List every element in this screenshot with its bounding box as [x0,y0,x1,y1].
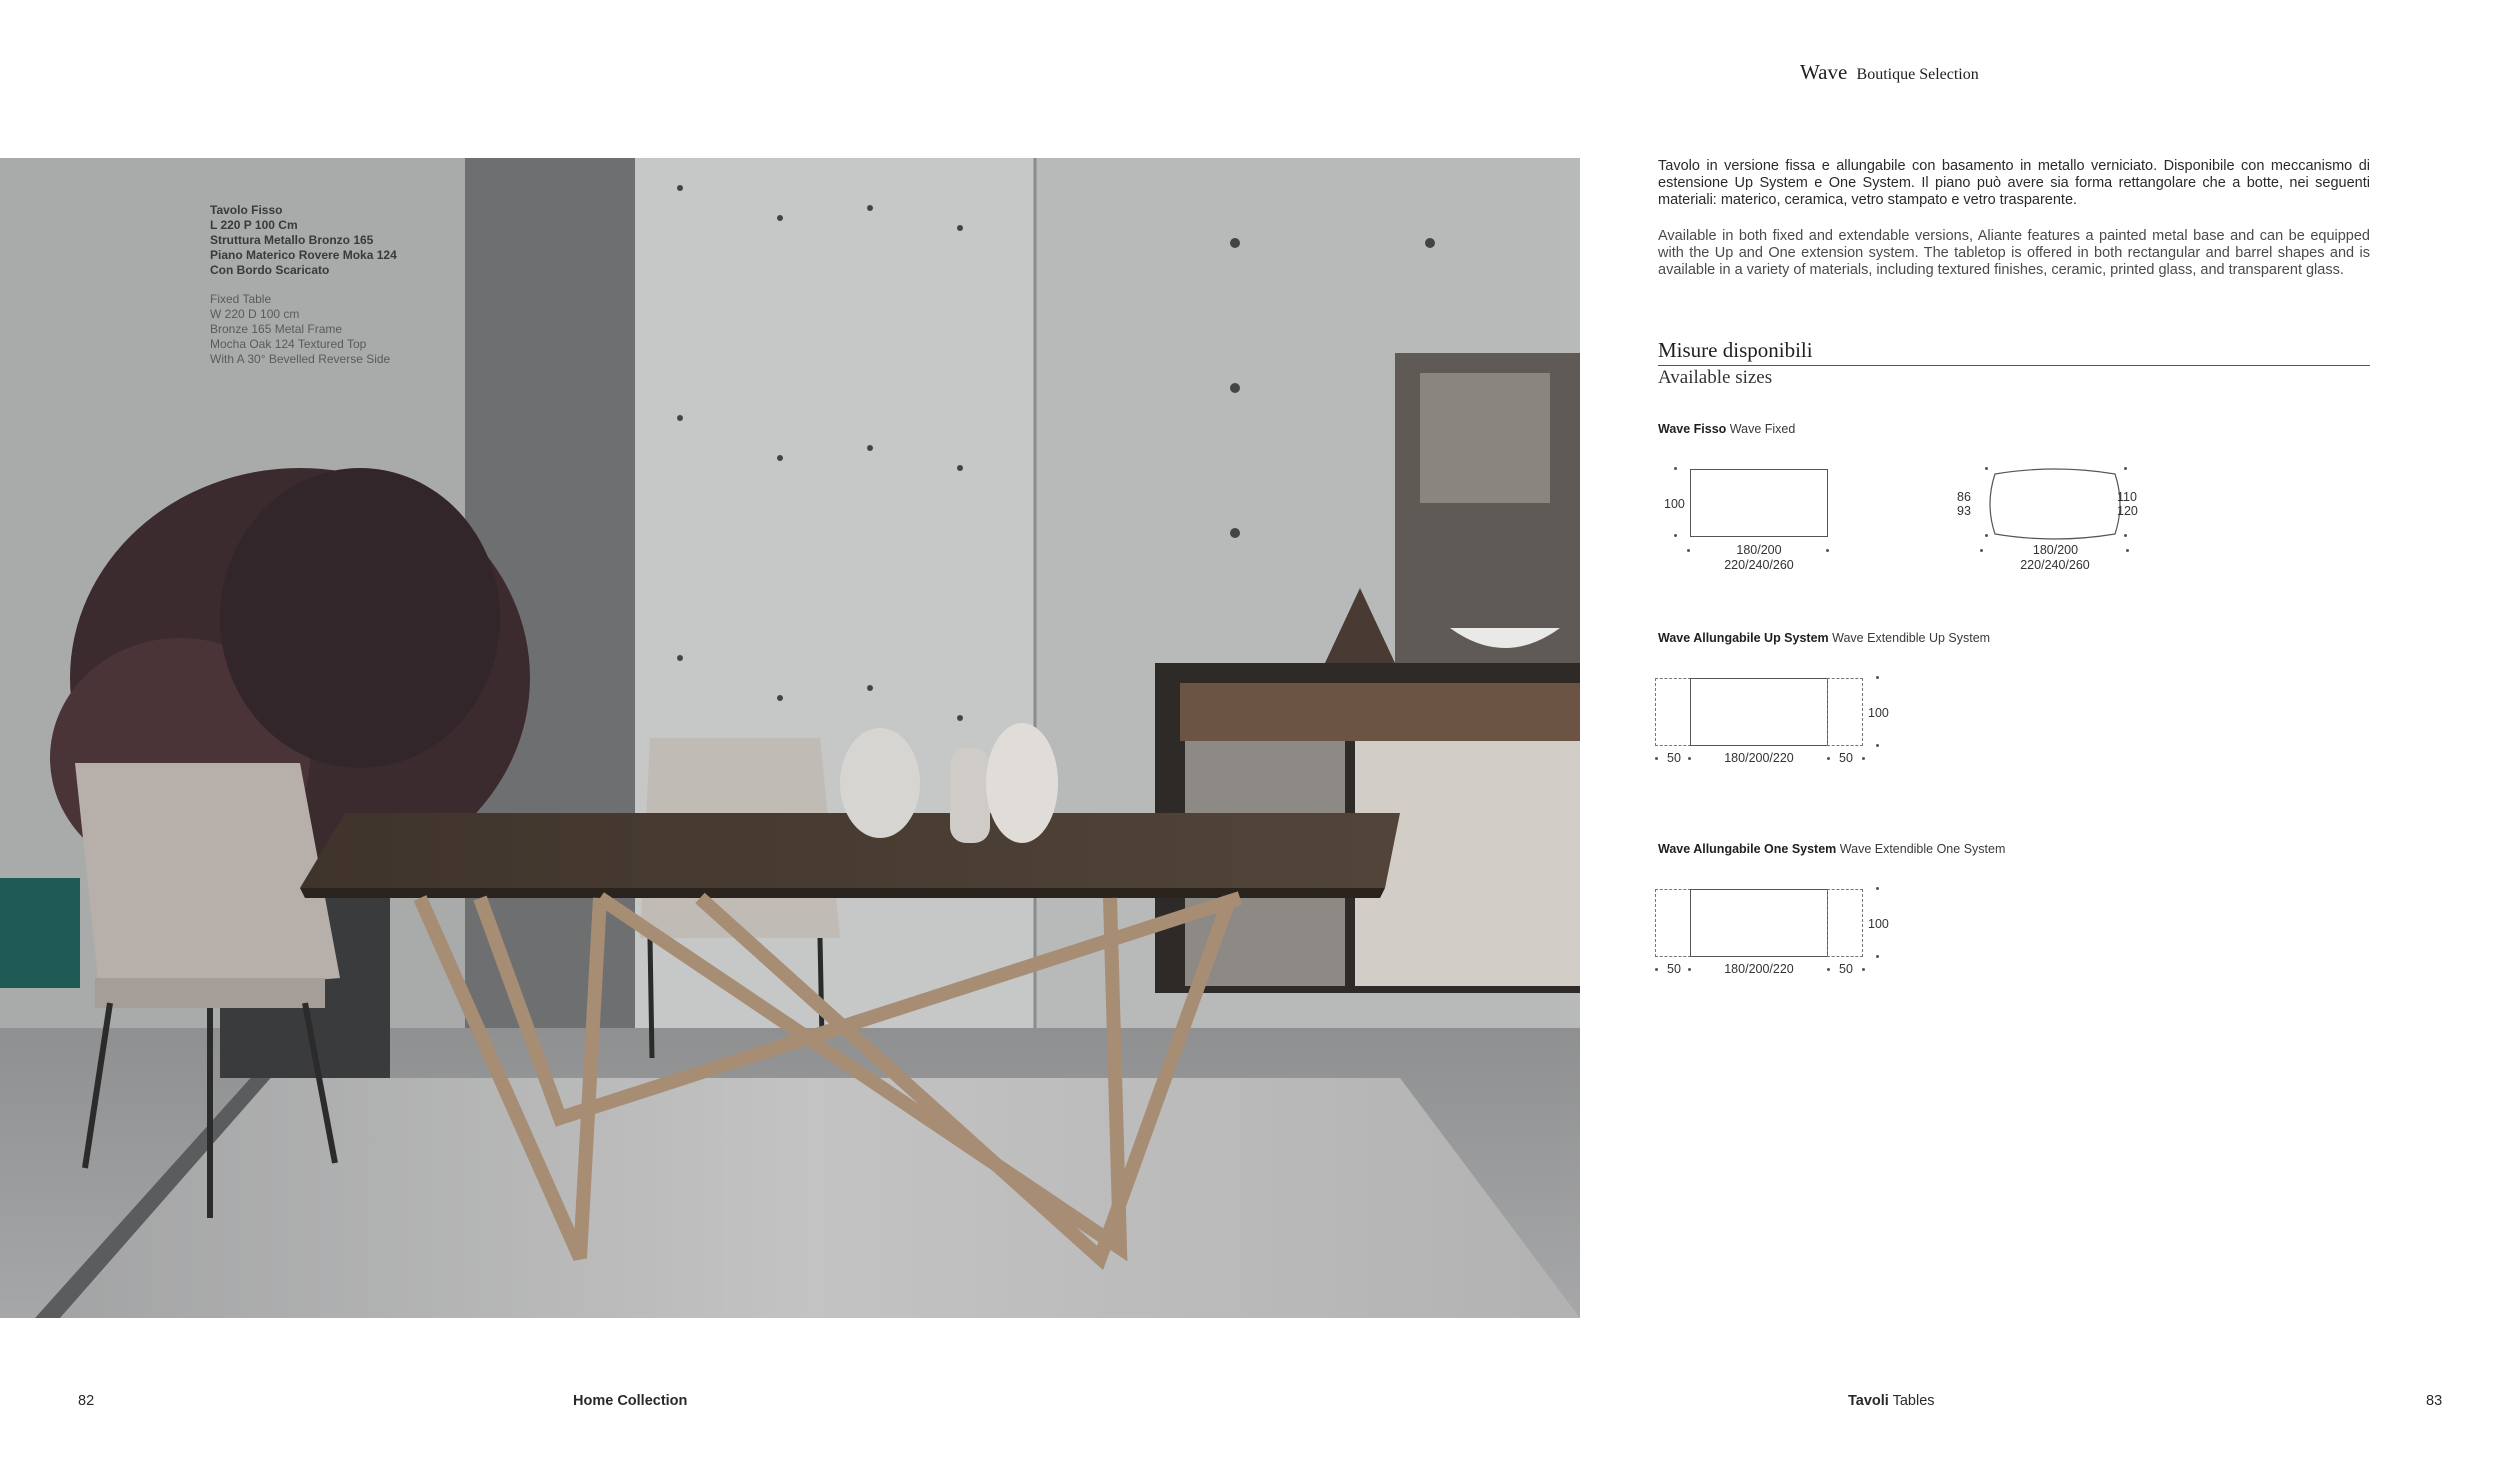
dim-tick [1876,676,1879,679]
up-ext-left [1655,678,1691,746]
one-width: 180/200/220 [1724,962,1794,976]
page-number-left: 82 [78,1393,95,1409]
dim-tick [1876,887,1879,890]
one-ext-right-value: 50 [1839,962,1853,976]
one-ext-left [1655,889,1691,957]
caption-it-line-4: Piano Materico Rovere Moka 124 [210,248,397,262]
fixed-rect-depth: 100 [1664,497,1685,511]
one-system-label [1658,842,2005,856]
caption-it-line-5: Con Bordo Scaricato [210,263,330,277]
product-photo [0,158,1580,1318]
dim-tick [1876,955,1879,958]
fixed-barrel-diagram [1975,466,2135,542]
sizes-heading-it: Misure disponibili [1658,338,1813,362]
description-italian: Tavolo in versione fissa e allungabile con basamento in metallo verniciato. Disponibile con meccanismo di estensione Up System e One System. Il piano può avere sia forma rettangolare che a botte, nei seguenti materiali: materico, ceramica, vetro stampato e vetro trasparente. [1658,158,2370,208]
caption-en-line-5: With A 30° Bevelled Reverse Side [210,352,391,366]
fixed-label-it: Wave Fisso [1658,422,1727,436]
up-system-label [1658,631,1990,645]
dim-tick [1827,757,1830,760]
footer-collection [573,1393,687,1409]
caption-it-line-3: Struttura Metallo Bronzo 165 [210,233,374,247]
barrel-width-2: 220/240/260 [2020,558,2090,572]
fixed-label-en: Wave Fixed [1729,422,1796,436]
barrel-left-depth-1: 86 [1957,490,1971,504]
collection-name: Home Collection [573,1393,688,1409]
dim-tick [1674,534,1677,537]
one-system-label-en: Wave Extendible One System [1839,842,2006,856]
caption-en-line-3: Bronze 165 Metal Frame [210,322,343,336]
barrel-right-depth-1: 110 [2117,490,2137,504]
one-ext-right [1827,889,1863,957]
dim-tick [1655,757,1658,760]
section-name-it: Tavoli [1848,1393,1889,1409]
dim-tick [1674,467,1677,470]
caption-en-line-1: Fixed Table [210,292,272,306]
up-width: 180/200/220 [1724,751,1794,765]
fixed-label [1658,422,1795,436]
up-system-label-en: Wave Extendible Up System [1832,631,1991,645]
up-ext-right-value: 50 [1839,751,1853,765]
one-system-label-it: Wave Allungabile One System [1658,842,1837,856]
up-ext-left-value: 50 [1667,751,1681,765]
dim-tick [1862,968,1865,971]
fixed-rect-width-1: 180/200 [1736,543,1782,557]
sizes-heading-en: Available sizes [1658,367,1773,388]
up-ext-right [1827,678,1863,746]
section-name-en: Tables [1892,1393,1935,1409]
barrel-width-1: 180/200 [2032,543,2079,557]
page-number-right: 83 [2426,1393,2443,1409]
series-name: Wave [1800,60,1848,84]
dim-tick [1876,744,1879,747]
barrel-left-depth-2: 93 [1957,504,1971,518]
caption-it-line-1: Tavolo Fisso [210,203,283,217]
one-depth: 100 [1868,917,1889,931]
dim-tick [2124,467,2127,470]
description-english: Available in both fixed and extendable versions, Aliante features a painted metal base and can be equipped with the Up and One extension system. The tabletop is offered in both rectangular and barrel shapes and is available in a variety of materials, including textured finishes, ceramic, printed glass, and transparent glass. [1658,228,2370,278]
series-title [1800,60,1979,85]
sizes-divider [1658,365,2370,366]
up-system-diagram [1690,678,1828,746]
caption-en-line-2: W 220 D 100 cm [210,307,300,321]
one-ext-left-value: 50 [1667,962,1681,976]
dim-tick [1655,968,1658,971]
series-subtitle: Boutique Selection [1856,66,1979,83]
barrel-right-depth-2: 120 [2117,504,2138,518]
caption-en-line-4: Mocha Oak 124 Textured Top [210,337,367,351]
fixed-rect-diagram [1690,469,1828,537]
up-system-label-it: Wave Allungabile Up System [1658,631,1829,645]
photo-caption [210,203,470,367]
footer-section [1848,1393,1935,1409]
dim-tick [1827,968,1830,971]
caption-it-line-2: L 220 P 100 Cm [210,218,298,232]
dim-tick [1862,757,1865,760]
one-system-diagram [1690,889,1828,957]
fixed-rect-width-2: 220/240/260 [1724,558,1794,572]
dim-tick [2124,534,2127,537]
up-depth: 100 [1868,706,1889,720]
